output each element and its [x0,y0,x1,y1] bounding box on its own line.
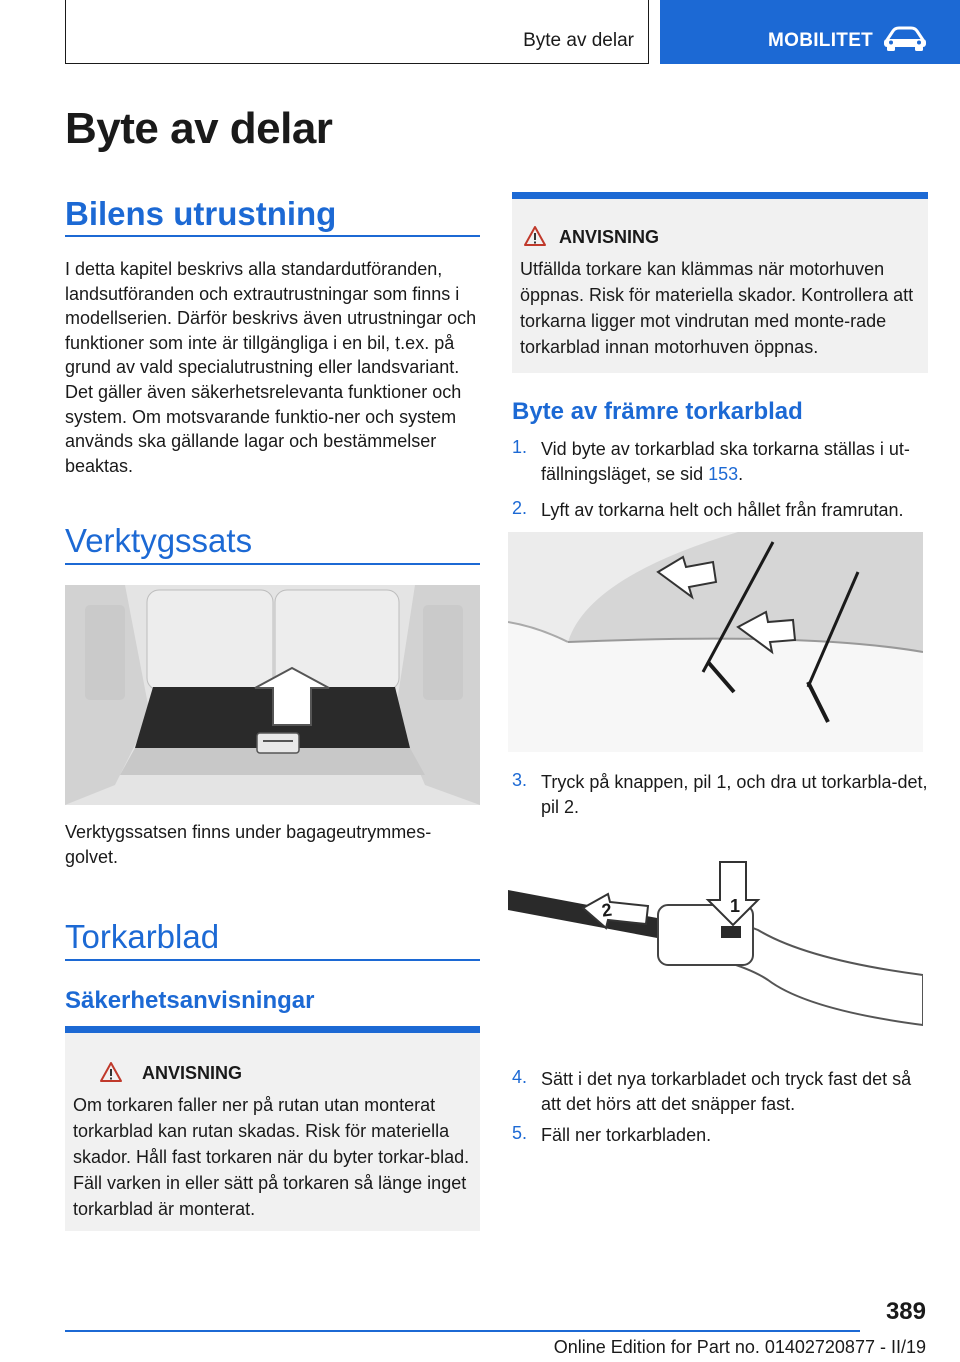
step-number: 2. [512,498,528,518]
wiper-heading: Torkarblad [65,918,220,955]
header-section-title: Byte av delar [523,30,634,51]
windshield-wiper-illustration [508,532,923,752]
wiper-rule [65,959,480,961]
step-text: Lyft av torkarna helt och hållet från framrutan. [541,500,904,520]
equipment-heading: Bilens utrustning [65,195,337,232]
equipment-rule [65,235,480,237]
warning-triangle-icon [99,1061,123,1083]
toolkit-caption: Verktygssatsen finns under bagageutrymmes‐golvet. [65,822,432,867]
chapter-label: MOBILITET [768,30,874,51]
equipment-text: I detta kapitel beskrivs alla standardutföranden, landsutföranden och extrautrustningar som finns i modellserien. Därför beskrivs även utrustningar och funktioner som inte är tillgängliga i en bil, t.ex. på grund av vald specialutrustning eller landsvariant. Det gäller även säkerhetsrelevanta funktioner och system. Om motsvarande funktio‐ner och system används ska gällande lagar och bestämmelser beaktas. [65,259,477,476]
warning-title-2: ANVISNING [559,227,660,247]
warning-text-2: Utfällda torkare kan klämmas när motorhuven öppnas. Risk för materiella skador. Kontrollera att torkarna ligger mot vindrutan med monte‐rade torkarblad innan motorhuven öppnas. [520,259,914,357]
toolkit-heading: Verktygssats [65,522,253,559]
step-number: 4. [512,1067,528,1087]
step-text: Vid byte av torkarblad ska torkarna ställas i ut‐fällningsläget, se sid 153. [541,439,910,484]
safety-heading: Säkerhetsanvisningar [65,987,315,1014]
arrow-label-2: 2 [600,899,614,921]
step-text: Tryck på knappen, pil 1, och dra ut torkarbla‐det, pil 2. [541,772,928,817]
step-number: 3. [512,770,528,790]
step-number: 5. [512,1123,528,1143]
page-title: Byte av delar [65,104,333,153]
toolkit-rule [65,563,480,565]
car-icon [882,26,928,52]
step-number: 1. [512,437,528,457]
footer-edition: Online Edition for Part no. 01402720877 - II/19 [553,1337,926,1357]
warning-text-1: Om torkaren faller ner på rutan utan monterat torkarblad kan rutan skadas. Risk för materiella skador. Håll fast torkaren när du byter torkar‐blad. Fäll varken in eller sätt på torkaren så länge inget torkarblad är monterat. [73,1095,470,1219]
arrow-label-1: 1 [730,896,741,916]
step-text: Sätt i det nya torkarbladet och tryck fast det så att det hörs att det snäpper fast. [541,1069,912,1114]
chapter-tab[interactable] [660,0,960,64]
replace-heading: Byte av främre torkarblad [512,398,803,425]
page-number: 389 [885,1298,926,1325]
warning-box-2 [512,192,928,373]
warning-box-1 [65,1026,480,1231]
wiper-blade-release-illustration [508,850,923,1045]
warning-title-1: ANVISNING [142,1063,243,1083]
warning-triangle-icon [523,225,547,247]
page-link[interactable]: 153 [708,464,739,484]
step-text: Fäll ner torkarbladen. [541,1125,712,1145]
footer-rule [65,1330,860,1332]
trunk-floor-illustration [65,585,480,805]
